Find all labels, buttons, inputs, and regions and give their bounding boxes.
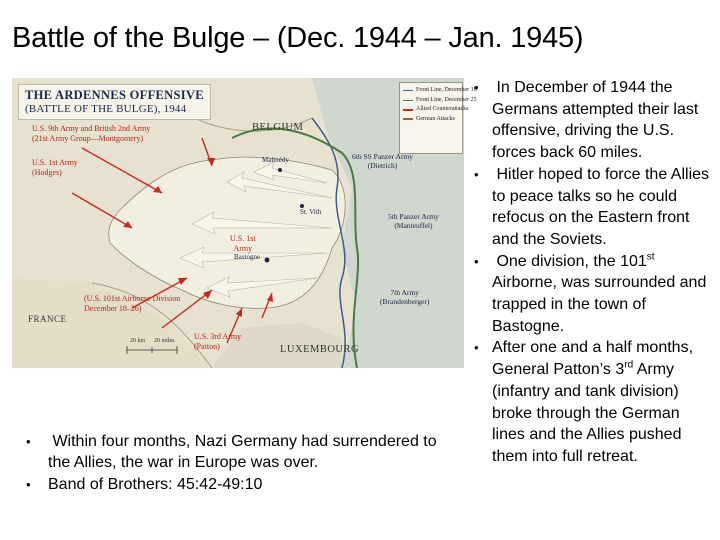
map-legend xyxy=(399,82,477,154)
map-title-box xyxy=(18,84,211,120)
town-bastogne-dot xyxy=(265,258,270,263)
ardennes-map xyxy=(12,78,477,368)
label-us1-line2: (Hodges) xyxy=(32,167,62,177)
label-us1-army xyxy=(32,158,78,177)
town-malmedy-dot xyxy=(278,168,282,172)
label-a7-line1: 7th Army xyxy=(390,288,419,297)
left-bullet-2-text: Band of Brothers: 45:42-49:10 xyxy=(48,475,263,493)
label-us9-line1: U.S. 9th Army and British 2nd Army xyxy=(32,124,151,133)
left-bullet-1-text: Within four months, Nazi Germany had surrendered to the Allies, the war in Europe was over. xyxy=(48,433,437,472)
legend-item xyxy=(403,105,469,115)
label-pz5-line1: 5th Panzer Army xyxy=(388,212,439,221)
bullet-text xyxy=(492,337,714,467)
map-subtitle: (BATTLE OF THE BULGE), 1944 xyxy=(25,103,187,115)
bullet-4-text-a: After one and a half months, General Patton’s 3 xyxy=(492,339,694,379)
front-line-dec25-swatch xyxy=(403,100,413,101)
bullet-text xyxy=(492,77,714,164)
label-st-vith: St. Vith xyxy=(300,208,322,216)
label-5th-panzer xyxy=(388,212,439,230)
bullet-item xyxy=(26,474,462,496)
bullet-1-text: In December of 1944 the Germans attempted their last offensive, driving the U.S. forces back 60 miles. xyxy=(492,79,699,162)
bullet-marker: • xyxy=(474,80,479,95)
slide-title: Battle of the Bulge – (Dec. 1944 – Jan. 1945) xyxy=(12,22,584,54)
label-us1-inner-line2: Army xyxy=(233,243,253,253)
bullet-3-text-a: One division, the 101 xyxy=(496,252,647,270)
label-6th-ss-panzer xyxy=(352,152,413,170)
bullet-3-text-b: Airborne, was surrounded and trapped in the town of Bastogne. xyxy=(492,274,707,335)
label-belgium: BELGIUM xyxy=(252,122,304,133)
label-bastogne: Bastogne xyxy=(234,253,261,261)
bullet-marker: • xyxy=(26,476,31,492)
label-france: FRANCE xyxy=(28,314,67,324)
label-ab101-line2: December 18–26) xyxy=(84,303,142,313)
bullet-item xyxy=(474,77,714,164)
legend-label: Front Line, December 16 xyxy=(416,87,477,93)
label-us1-inner-line1: U.S. 1st xyxy=(230,234,256,243)
bullet-item xyxy=(474,164,714,251)
legend-label: German Attacks xyxy=(416,115,455,122)
german-arrow-swatch xyxy=(403,118,413,120)
legend-label: Allied Counterattacks xyxy=(416,106,469,112)
label-us3-line1: U.S. 3rd Army xyxy=(194,332,242,341)
bullet-2-text: Hitler hoped to force the Allies to peace talks so he could refocus on the Eastern front and the Soviets. xyxy=(492,165,710,248)
label-us9-army xyxy=(32,124,150,143)
legend-item xyxy=(403,115,459,125)
allied-arrow-swatch xyxy=(403,109,413,111)
label-us1-line1: U.S. 1st Army xyxy=(32,158,78,167)
label-ab101-line1: (U.S. 101st Airborne Division xyxy=(84,294,181,303)
label-101st-airborne xyxy=(84,294,180,313)
legend-item xyxy=(403,86,477,96)
map-title: THE ARDENNES OFFENSIVE xyxy=(25,88,204,102)
legend-item xyxy=(403,96,477,106)
label-pz5-line2: (Manteuffel) xyxy=(394,221,433,230)
bullet-text xyxy=(492,164,714,251)
bullet-3-sup: st xyxy=(646,251,655,263)
bullet-marker: • xyxy=(474,166,479,182)
label-ss6-line1: 6th SS Panzer Army xyxy=(352,152,414,161)
label-us1-inner xyxy=(230,234,256,253)
label-ss6-line2: (Dietrich) xyxy=(367,161,398,170)
label-us9-line2: (21st Army Group—Montgomery) xyxy=(32,133,144,143)
label-scale-miles: 20 miles xyxy=(154,338,175,344)
bullet-marker: • xyxy=(474,253,479,269)
left-bullet-list xyxy=(26,431,462,495)
label-luxembourg: LUXEMBOURG xyxy=(280,344,360,355)
label-us3-line2: (Patton) xyxy=(194,341,220,351)
legend-label: Front Line, December 25 xyxy=(416,96,477,103)
label-us3-army xyxy=(194,332,241,351)
bullet-item xyxy=(474,251,714,338)
bullet-4-text-b: Army (infantry and tank division) broke through the German lines and the Allies pushed them into full retreat. xyxy=(492,361,682,465)
bullet-marker: • xyxy=(26,434,31,449)
right-bullet-list xyxy=(474,77,714,468)
bullet-item xyxy=(26,431,462,474)
bullet-item xyxy=(474,337,714,467)
bullet-4-sup: rd xyxy=(624,359,634,371)
bullet-text xyxy=(492,251,714,338)
bullet-text xyxy=(48,431,462,474)
bullet-marker: • xyxy=(474,340,479,356)
front-line-dec16-swatch xyxy=(403,90,413,91)
label-scale-km: 20 km xyxy=(130,338,146,344)
label-a7-line2: (Brandenberger) xyxy=(380,297,430,306)
label-malmedy: Malmédy xyxy=(262,156,289,164)
label-7th-army xyxy=(380,288,429,306)
